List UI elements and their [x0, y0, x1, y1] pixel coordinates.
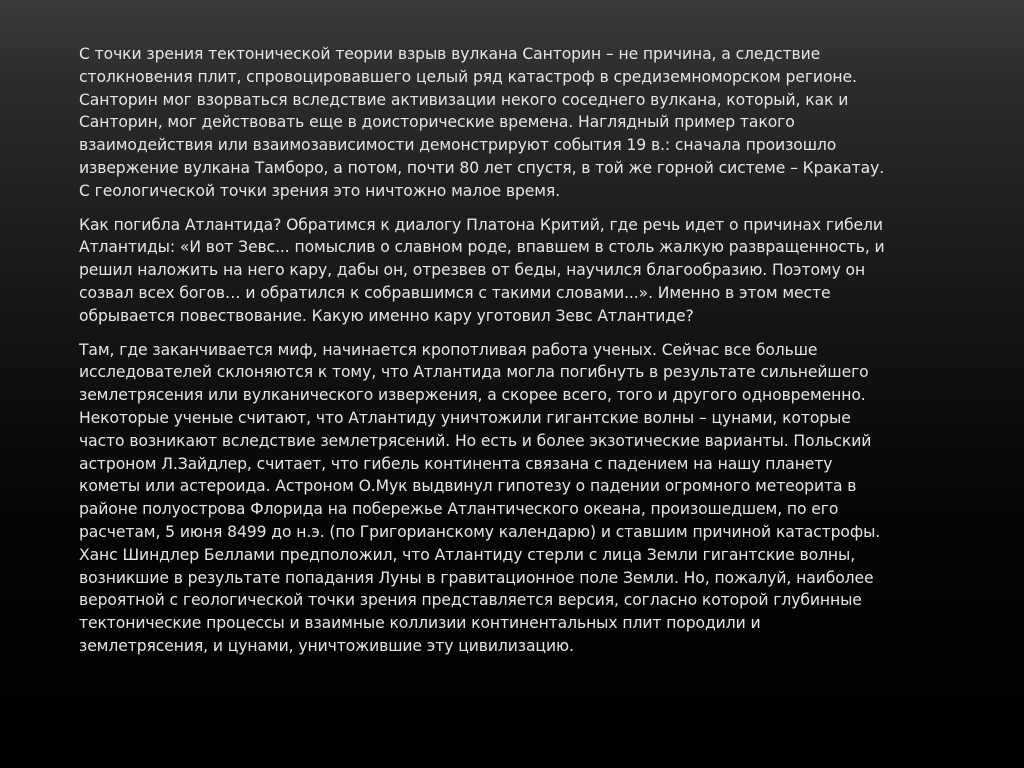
text-line: вероятной с геологической точки зрения представляется версия, согласно которой глубинные [79, 591, 862, 610]
paragraph-scientific-hypotheses [79, 339, 969, 658]
text-line: астроном Л.Зайдлер, считает, что гибель континента связана с падением на нашу планету [79, 454, 833, 473]
text-line: часто возникают вследствие землетрясений. Но есть и более экзотические варианты. Польский [79, 431, 872, 450]
paragraph-santorini [79, 43, 969, 203]
text-line: землетрясения, и цунами, уничтожившие эту цивилизацию. [79, 636, 574, 655]
text-line: расчетам, 5 июня 8499 до н.э. (по Григорианскому календарю) и ставшим причиной катастрофы. [79, 522, 881, 541]
text-line: Атлантиды: «И вот Зевс... помыслив о славном роде, впавшем в столь жалкую развращенность, и [79, 238, 885, 257]
text-line: С точки зрения тектонической теории взрыв вулкана Санторин – не причина, а следствие [79, 45, 821, 63]
text-line: Как погибла Атлантида? Обратимся к диалогу Платона Критий, где речь идет о причинах гибели [79, 215, 883, 234]
text-line: возникшие в результате попадания Луны в гравитационное поле Земли. Но, пожалуй, наиболее [79, 568, 874, 587]
text-line: созвал всех богов… и обратился к собравшимся с такими словами...». Именно в этом месте [79, 283, 831, 302]
text-line: землетрясения или вулканического извержения, а скорее всего, того и другого одновременно. [79, 386, 866, 405]
text-line: Санторин, мог действовать еще в доисторические времена. Наглядный пример такого [79, 113, 795, 132]
text-line: С геологической точки зрения это ничтожно малое время. [79, 181, 561, 200]
text-line: кометы или астероида. Астроном О.Мук выдвинул гипотезу о падении огромного метеорита в [79, 477, 857, 496]
text-line: взаимодействия или взаимозависимости демонстрируют события 19 в.: сначала произошло [79, 136, 837, 155]
text-line: Ханс Шиндлер Беллами предположил, что Атлантиду стерли с лица Земли гигантские волны, [79, 545, 856, 564]
text-line: тектонические процессы и взаимные коллизии континентальных плит породили и [79, 614, 761, 633]
text-line: Некоторые ученые считают, что Атлантиду уничтожили гигантские волны – цунами, которые [79, 408, 851, 427]
slide-body-text[interactable] [79, 43, 969, 669]
text-line: извержение вулкана Тамборо, а потом, почти 80 лет спустя, в той же горной системе – Кракатау. [79, 158, 885, 177]
text-line: обрывается повествование. Какую именно кару уготовил Зевс Атлантиде? [79, 306, 694, 325]
text-line: столкновения плит, спровоцировавшего целый ряд катастроф в средиземноморском регионе. [79, 67, 857, 86]
text-line: Там, где заканчивается миф, начинается кропотливая работа ученых. Сейчас все больше [79, 340, 818, 359]
text-line: решил наложить на него кару, дабы он, отрезвев от беды, научился благообразию. Поэтому он [79, 261, 866, 280]
text-line: исследователей склоняются к тому, что Атлантида могла погибнуть в результате сильнейшего [79, 363, 869, 382]
text-line: районе полуострова Флорида на побережье Атлантического океана, произошедшем, по его [79, 500, 839, 519]
text-line: Санторин мог взорваться вследствие активизации некого соседнего вулкана, который, как и [79, 90, 849, 109]
paragraph-plato-critias [79, 214, 969, 328]
